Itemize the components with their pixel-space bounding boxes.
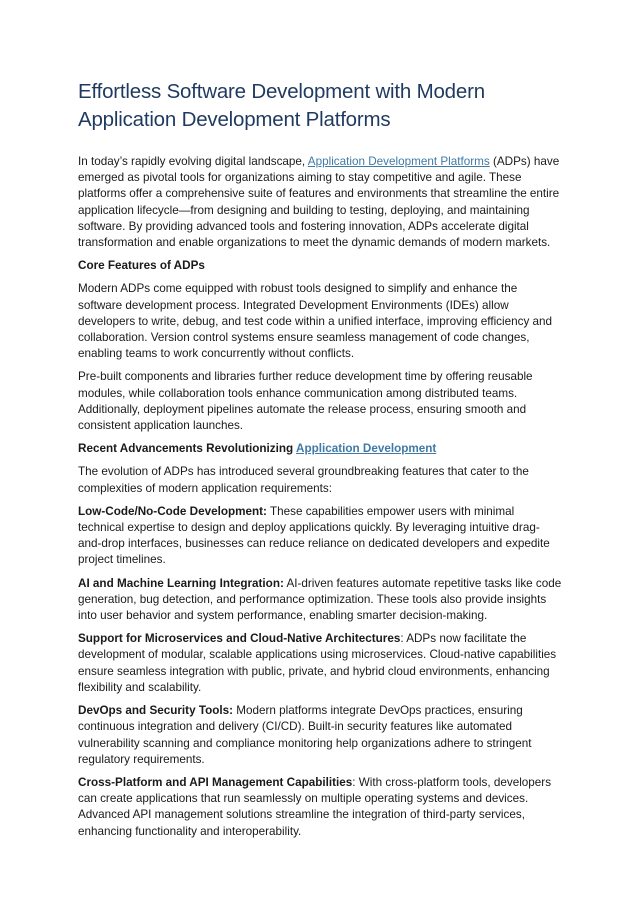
core-features-heading: Core Features of ADPs <box>78 259 205 273</box>
feature-text: : ADPs now facilitate the development of modular, scalable applications using microservices. Cloud-native capabilities ensure seamless integration with public, private, and hybrid cloud environments, enhancing flexibility and scalability. <box>78 632 557 694</box>
feature-label: Support for Microservices and Cloud-Native Architectures <box>78 632 401 646</box>
feature-label: Cross-Platform and API Management Capabilities <box>78 775 353 789</box>
feature-text: AI-driven features automate repetitive tasks like code generation, bug detection, and performance optimization. These tools also provide insights into user behavior and system performance, enabling smarter decision-making. <box>78 576 562 623</box>
intro-text-start: In today’s rapidly evolving digital landscape, <box>78 155 308 168</box>
recent-intro-paragraph: The evolution of ADPs has introduced several groundbreaking features that cater to the complexities of modern application requirements: <box>78 465 529 495</box>
adp-link[interactable]: Application Development Platforms <box>307 155 490 168</box>
application-development-link[interactable]: Application Development <box>296 442 437 456</box>
feature-microservices <box>78 631 562 696</box>
feature-label: Low-Code/No-Code Development: <box>78 504 267 518</box>
core-paragraph-2: Pre-built components and libraries further reduce development time by offering reusable modules, while collaboration tools enhance communication among distributed teams. Additionally, deployment pipelines automate the release process, ensuring smooth and consistent application launches. <box>78 370 533 433</box>
feature-cross-platform <box>78 775 562 840</box>
feature-devops <box>78 703 562 768</box>
feature-ai-ml <box>78 576 562 625</box>
recent-advancements-heading <box>78 441 562 457</box>
intro-paragraph <box>78 154 562 251</box>
feature-text: These capabilities empower users with minimal technical expertise to design and deploy applications quickly. By leveraging intuitive drag-and-drop interfaces, businesses can reduce reliance on dedicated developers and expedite project timelines. <box>78 504 550 567</box>
core-paragraph-1: Modern ADPs come equipped with robust tools designed to simplify and enhance the software development process. Integrated Development Environments (IDEs) allow developers to write, debug, and test code within a unified interface, improving efficiency and collaboration. Version control systems ensure seamless management of code changes, enabling teams to work concurrently without conflicts. <box>78 282 553 361</box>
feature-label: DevOps and Security Tools: <box>78 704 234 718</box>
page-title: Effortless Software Development with Modern Application Development Platforms <box>78 80 485 131</box>
recent-heading-text: Recent Advancements Revolutionizing <box>78 442 296 456</box>
feature-text: Modern platforms integrate DevOps practices, ensuring continuous integration and delivery (CI/CD). Built-in security features like automated vulnerability scanning and compliance monitoring help organizations adhere to stringent regulatory requirements. <box>78 704 532 766</box>
feature-low-code <box>78 504 562 569</box>
feature-label: AI and Machine Learning Integration: <box>78 576 284 590</box>
feature-text: : With cross-platform tools, developers can create applications that run seamlessly on multiple operating systems and devices. Advanced API management solutions streamline the integration of third-party services, enhancing functionality and interoperability. <box>78 775 552 838</box>
intro-text-end: (ADPs) have emerged as pivotal tools for organizations aiming to stay competitive and agile. These platforms offer a comprehensive suite of features and environments that streamline the entire application lifecycle—from designing and building to testing, deploying, and maintaining software. By providing advanced tools and fostering innovation, ADPs accelerate digital transformation and enable organizations to meet the dynamic demands of modern markets. <box>78 155 560 250</box>
